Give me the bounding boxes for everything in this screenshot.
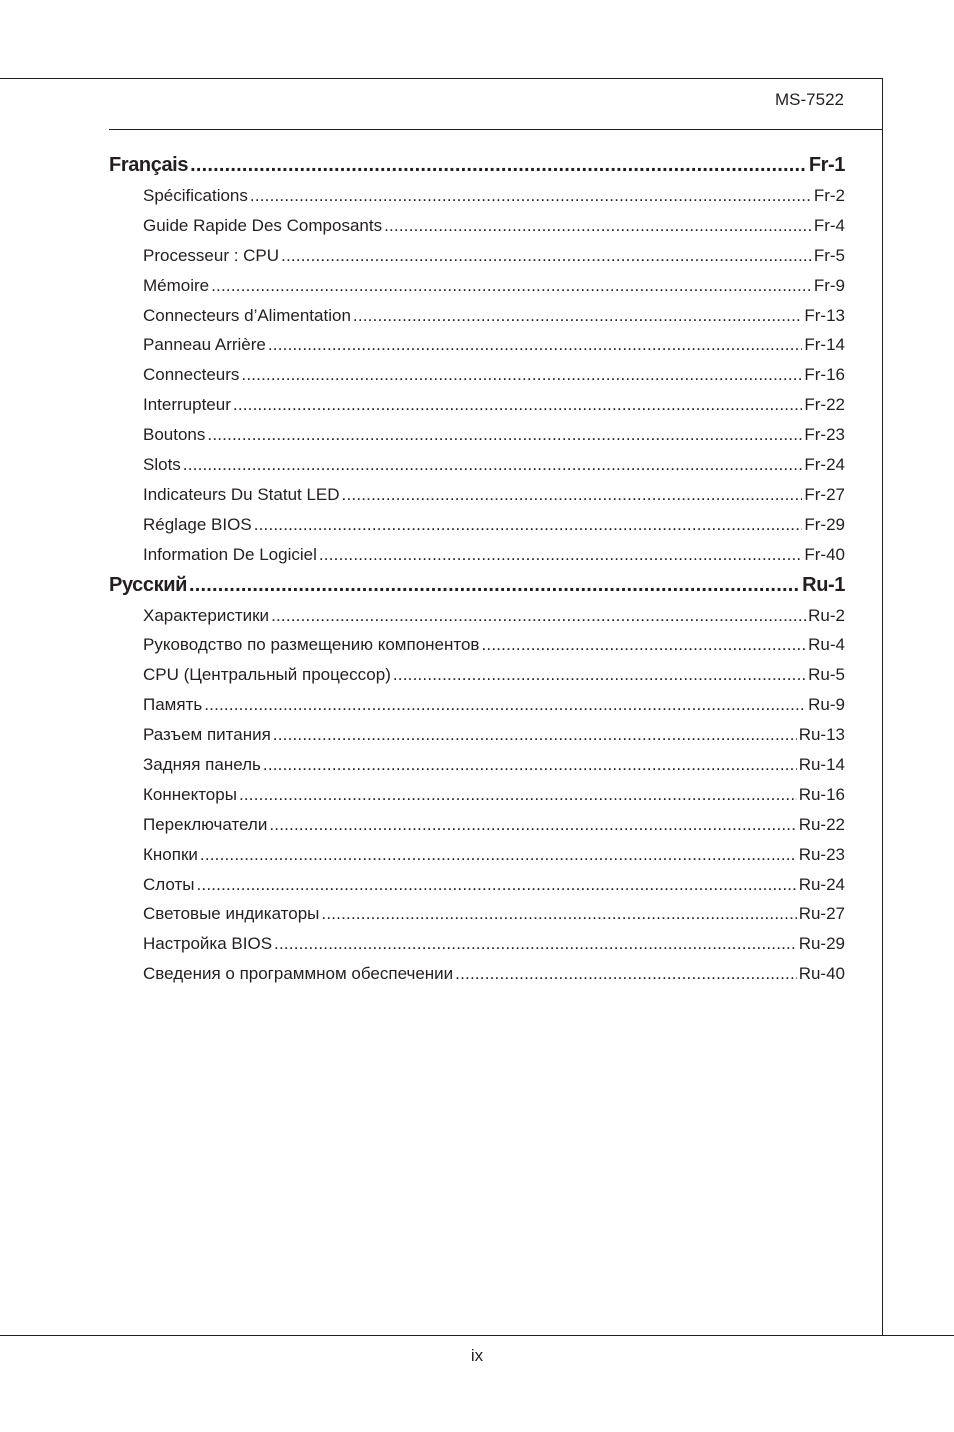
toc-section-russian[interactable] (109, 570, 845, 601)
toc-item-label: Характеристики (143, 605, 270, 625)
dot-leader (274, 929, 797, 959)
toc-section-page: Fr-1 (808, 154, 845, 176)
toc-item-label: CPU (Центральный процессор) (143, 665, 391, 685)
toc-item-page: Ru-40 (798, 964, 845, 984)
toc-item-rukovodstvo[interactable] (143, 630, 845, 660)
toc-item-pereklyuchateli[interactable] (143, 810, 845, 840)
toc-item-memoire[interactable] (143, 271, 845, 301)
toc-item-svedeniya-po[interactable] (143, 959, 845, 989)
footer-divider (0, 1335, 954, 1336)
toc-item-page: Ru-13 (798, 725, 845, 745)
table-of-contents (109, 150, 845, 989)
toc-item-page: Fr-16 (804, 365, 845, 385)
dot-leader (233, 390, 802, 420)
dot-leader (200, 840, 797, 870)
toc-item-page: Fr-9 (813, 275, 845, 295)
dot-leader (196, 870, 796, 900)
toc-item-page: Ru-2 (808, 605, 845, 625)
toc-item-label: Задняя панель (143, 755, 261, 775)
dot-leader (250, 181, 812, 211)
toc-item-specifications[interactable] (143, 181, 845, 211)
toc-section-page: Ru-1 (802, 573, 845, 596)
toc-item-label: Световые индикаторы (143, 904, 320, 924)
dot-leader (455, 959, 797, 989)
top-border-line (0, 78, 883, 79)
dot-leader (263, 750, 797, 780)
toc-item-interrupteur[interactable] (143, 390, 845, 420)
toc-item-page: Ru-14 (798, 755, 845, 775)
dot-leader (319, 540, 803, 570)
dot-leader (241, 360, 802, 390)
toc-item-label: Réglage BIOS (143, 514, 252, 534)
toc-item-page: Fr-40 (804, 544, 845, 564)
toc-item-page: Ru-29 (798, 934, 845, 954)
toc-item-page: Fr-4 (813, 215, 845, 235)
toc-item-connecteurs[interactable] (143, 360, 845, 390)
toc-item-label: Настройка BIOS (143, 934, 273, 954)
dot-leader (481, 630, 806, 660)
dot-leader (254, 510, 803, 540)
toc-item-label: Кнопки (143, 844, 198, 864)
toc-item-reglage-bios[interactable] (143, 510, 845, 540)
dot-leader (321, 899, 796, 929)
dot-leader (271, 601, 806, 631)
dot-leader (207, 420, 802, 450)
toc-item-page: Ru-27 (798, 904, 845, 924)
toc-item-label: Connecteurs (143, 365, 240, 385)
toc-section-francais[interactable] (109, 150, 845, 181)
toc-item-label: Память (143, 695, 203, 715)
toc-item-page: Ru-9 (808, 695, 845, 715)
header-divider (109, 129, 883, 130)
toc-item-zadnyaya-panel[interactable] (143, 750, 845, 780)
toc-item-cpu[interactable] (143, 660, 845, 690)
toc-item-page: Fr-22 (804, 395, 845, 415)
toc-item-page: Fr-27 (804, 484, 845, 504)
toc-item-svetovye-indikatory[interactable] (143, 899, 845, 929)
toc-item-label: Guide Rapide Des Composants (143, 215, 383, 235)
toc-item-guide-rapide[interactable] (143, 211, 845, 241)
right-border-line (882, 78, 883, 1335)
toc-item-label: Руководство по размещению компонентов (143, 635, 480, 655)
toc-item-page: Fr-13 (804, 305, 845, 325)
dot-leader (204, 690, 806, 720)
toc-item-label: Mémoire (143, 275, 210, 295)
toc-item-page: Fr-5 (813, 245, 845, 265)
toc-item-page: Fr-29 (804, 514, 845, 534)
dot-leader (281, 241, 812, 271)
toc-item-label: Information De Logiciel (143, 544, 317, 564)
toc-item-label: Переключатели (143, 814, 268, 834)
toc-item-page: Ru-22 (798, 814, 845, 834)
toc-item-label: Сведения о программном обеспечении (143, 964, 454, 984)
toc-item-razem-pitaniya[interactable] (143, 720, 845, 750)
dot-leader (273, 720, 797, 750)
page-number: ix (470, 1346, 484, 1365)
dot-leader (353, 301, 802, 331)
dot-leader (269, 810, 796, 840)
dot-leader (211, 271, 812, 301)
toc-item-label: Slots (143, 455, 181, 475)
toc-item-indicateurs-led[interactable] (143, 480, 845, 510)
toc-item-page: Ru-5 (808, 665, 845, 685)
dot-leader (393, 660, 806, 690)
toc-item-label: Connecteurs d’Alimentation (143, 305, 351, 325)
toc-item-page: Ru-4 (808, 635, 845, 655)
toc-item-page: Fr-23 (804, 425, 845, 445)
dot-leader (268, 330, 803, 360)
toc-item-label: Коннекторы (143, 784, 237, 804)
toc-item-label: Разъем питания (143, 725, 271, 745)
toc-item-nastroyka-bios[interactable] (143, 929, 845, 959)
dot-leader (190, 150, 807, 181)
toc-item-information-logiciel[interactable] (143, 540, 845, 570)
toc-item-page: Fr-24 (804, 455, 845, 475)
dot-leader (183, 450, 803, 480)
toc-item-page: Fr-14 (804, 335, 845, 355)
toc-item-processeur[interactable] (143, 241, 845, 271)
model-number: MS-7522 (775, 90, 844, 109)
toc-item-label: Interrupteur (143, 395, 231, 415)
dot-leader (384, 211, 812, 241)
toc-item-boutons[interactable] (143, 420, 845, 450)
dot-leader (239, 780, 797, 810)
toc-item-label: Spécifications (143, 186, 248, 205)
dot-leader (342, 480, 803, 510)
toc-item-page: Fr-2 (813, 186, 845, 205)
toc-item-label: Indicateurs Du Statut LED (143, 484, 340, 504)
toc-item-harakteristiki[interactable] (143, 601, 845, 631)
toc-section-title: Français (109, 154, 189, 176)
toc-item-slots[interactable] (143, 450, 845, 480)
toc-item-label: Panneau Arrière (143, 335, 266, 355)
toc-item-connecteurs-alimentation[interactable] (143, 301, 845, 331)
toc-item-page: Ru-16 (798, 784, 845, 804)
toc-item-page: Ru-23 (798, 844, 845, 864)
toc-item-pamyat[interactable] (143, 690, 845, 720)
toc-item-konnektory[interactable] (143, 780, 845, 810)
toc-section-title: Русский (109, 573, 188, 596)
toc-item-sloty[interactable] (143, 870, 845, 900)
toc-item-panneau-arriere[interactable] (143, 330, 845, 360)
dot-leader (189, 570, 800, 601)
toc-item-page: Ru-24 (798, 874, 845, 894)
toc-item-label: Слоты (143, 874, 195, 894)
toc-item-label: Processeur : CPU (143, 245, 280, 265)
toc-item-label: Boutons (143, 425, 206, 445)
toc-item-knopki[interactable] (143, 840, 845, 870)
